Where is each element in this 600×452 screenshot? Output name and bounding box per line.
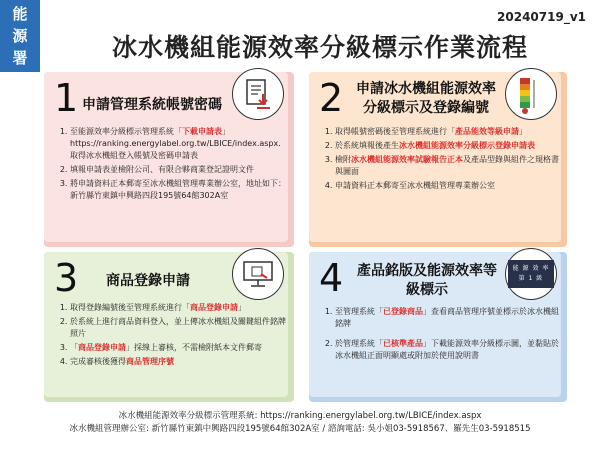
list-item: 2. 填報申請表並檢附公司、有限合夥商業登記證明文件 — [70, 164, 288, 176]
document-download-icon — [232, 68, 284, 120]
list-item: 3. 將申請資料正本郵寄至冰水機組管理專業辦公室，地址如下：新竹縣竹東鎮中興路四段195號64館302A室 — [70, 178, 288, 202]
badge-char: 署 — [12, 49, 28, 67]
step-list — [56, 302, 288, 370]
step-list — [321, 306, 561, 364]
step-card-3 — [44, 252, 294, 402]
badge-char: 能 — [12, 5, 28, 23]
agency-badge — [0, 0, 40, 72]
energy-label-box: 能 源 效 率 第 1 級 — [508, 260, 554, 288]
step-number: 2 — [319, 76, 344, 120]
list-item: 1. 至管理系統「已登錄商品」查看商品管理序號並標示於冰水機組銘牌 — [335, 306, 561, 330]
step-number: 3 — [54, 256, 79, 300]
energy-meter-icon — [505, 68, 557, 120]
list-item: 3. 「商品登錄申請」採線上審核，不需檢附紙本文件郵寄 — [70, 342, 288, 354]
badge-char: 源 — [12, 27, 28, 45]
list-item: 4. 完成審核後獲得商品管理序號 — [70, 356, 288, 368]
step-card-1 — [44, 72, 294, 247]
step-number: 1 — [54, 76, 79, 120]
step-heading: 商品登錄申請 — [106, 273, 190, 289]
step-card-4 — [309, 252, 567, 402]
step-heading: 申請管理系統帳號密碼 — [82, 97, 222, 113]
step-card-2 — [309, 72, 567, 247]
footer — [0, 410, 600, 436]
step-list — [321, 126, 561, 194]
footer-system-url: 冰水機組能源效率分級標示管理系統: https://ranking.energylabel.org.tw/LBICE/index.aspx — [118, 411, 482, 421]
list-item: 2. 於系統填報後產生冰水機組能源效率分級標示登錄申請表 — [335, 140, 561, 152]
footer-contact: 冰水機組管理辦公室: 新竹縣竹東鎮中興路四段195號64館302A室 / 諮詢電話: 吳小姐03-5918567、羅先生03-5918515 — [69, 424, 531, 434]
energy-label-icon — [505, 248, 557, 300]
computer-upload-icon — [232, 248, 284, 300]
step-heading: 申請冰水機組能源效率分級標示及登錄編號 — [356, 81, 496, 116]
list-item: 1. 至能源效率分級標示管理系統「下載申請表」https://ranking.energylabel.org.tw/LBICE/index.aspx.取得冰水機組登入帳號及密碼申請表 — [70, 126, 288, 162]
step-heading: 產品銘版及能源效率等級標示 — [357, 263, 497, 298]
list-item: 2. 於系統上進行商品資料登入，並上傳冰水機組及關鍵組件銘牌照片 — [70, 316, 288, 340]
page-title: 冰水機組能源效率分級標示作業流程 — [111, 33, 528, 62]
version-label: 20240719_v1 — [497, 10, 586, 24]
list-item: 1. 取得帳號密碼後至管理系統進行「產品能效等級申請」 — [335, 126, 561, 138]
list-item: 1. 取得登錄編號後至管理系統進行「商品登錄申請」 — [70, 302, 288, 314]
step-number: 4 — [319, 256, 344, 300]
list-item: 4. 申請資料正本郵寄至冰水機組管理專業辦公室 — [335, 180, 561, 192]
step-list — [56, 126, 288, 204]
list-item: 2. 於管理系統「已核準產品」下載能源效率分級標示圖，並黏貼於冰水機組正面明顯處或附加於使用說明書 — [335, 338, 561, 362]
list-item: 3. 檢附冰水機組能源效率試驗報告正本及產品型錄與組件之規格書與圖面 — [335, 154, 561, 178]
